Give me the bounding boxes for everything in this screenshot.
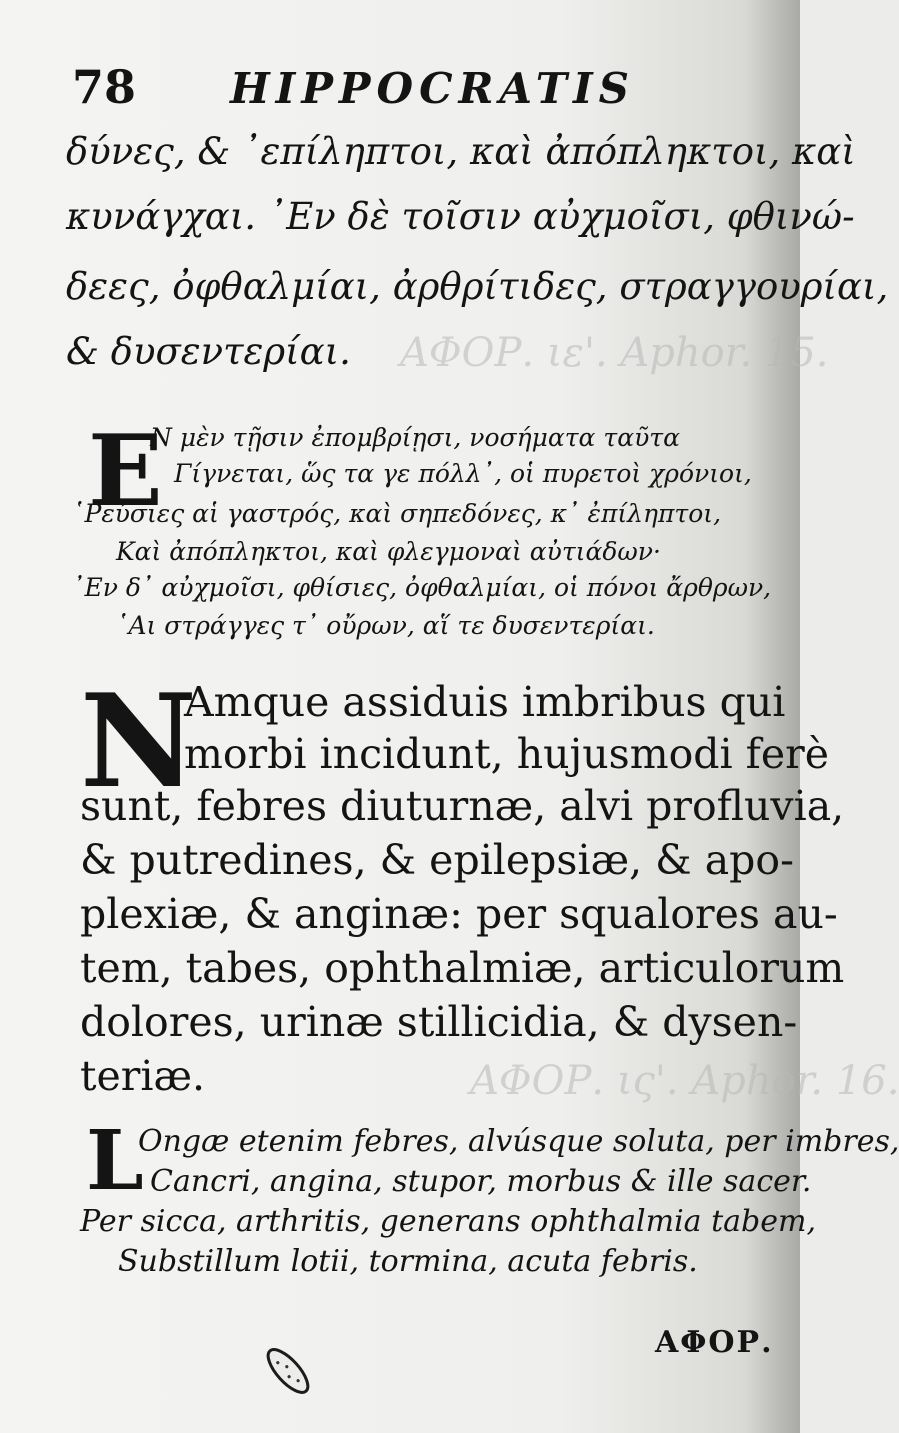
verse-line: Cancri, angina, stupor, morbus & ille sacer. <box>150 1164 812 1199</box>
show-through-heading-1: ΑΦΟΡ. ιε'. Aphor. 15. <box>400 330 829 376</box>
greek-verse <box>66 405 772 650</box>
greek-line: δεες, ὀφθαλμίαι, ἀρθρίτιδες, στραγγουρίαι, <box>66 265 889 308</box>
page-header <box>72 58 672 118</box>
greek-line: & δυσεντερίαι. <box>66 330 351 373</box>
verse-line: ᾿Εν δ᾿ αὐχμοῖσι, φθίσιες, ὀφθαλμίαι, οἱ πόνοι ἄρθρων, <box>72 573 772 602</box>
latin-line: plexiæ, & anginæ: per squalores au- <box>80 890 838 938</box>
latin-line: Amque assiduis imbribus qui <box>184 678 786 726</box>
greek-line: κυνάγχαι. ᾿Εν δὲ τοῖσιν αὐχμοῖσι, φθινώ- <box>66 195 855 238</box>
verse-line: Ongæ etenim febres, alvúsque soluta, per imbres, <box>138 1124 899 1159</box>
verse-line: Γίγνεται, ὥς τα γε πόλλ᾿, οἱ πυρετοὶ χρόνιοι, <box>174 459 752 488</box>
latin-line: teriæ. <box>80 1052 206 1100</box>
greek-line: δύνες, & ᾿επίληπτοι, καὶ ἀπόπληκτοι, καὶ <box>66 130 856 173</box>
verse-line: ῾Ρεύσιες αἱ γαστρός, καὶ σηπεδόνες, κ᾿ ἐπίληπτοι, <box>72 499 722 528</box>
ink-blot-ornament <box>258 1340 318 1402</box>
latin-verse <box>66 1113 899 1288</box>
verse-line: Ν μὲν τῇσιν ἐπομβρίῃσι, νοσήματα ταῦτα <box>150 423 680 452</box>
verse-line: ῾Αι στράγγες τ᾿ οὔρων, αἵ τε δυσεντερίαι. <box>116 611 655 640</box>
running-head: HIPPOCRATIS <box>230 64 635 113</box>
latin-line: morbi incidunt, hujusmodi ferè <box>184 730 829 778</box>
drop-cap: N <box>80 667 197 817</box>
latin-prose <box>66 667 845 1100</box>
verse-line: Καὶ ἀπόπληκτοι, καὶ φλεγμοναὶ αὐτιάδων· <box>116 537 661 566</box>
catchword: ΑΦΟΡ. <box>655 1325 774 1360</box>
page-number: 78 <box>72 60 137 114</box>
drop-cap: E <box>88 414 163 529</box>
latin-line: sunt, febres diuturnæ, alvi profluvia, <box>80 782 845 830</box>
show-through-heading-2: ΑΦΟΡ. ις'. Aphor. 16. <box>470 1058 899 1104</box>
verse-line: Substillum lotii, tormina, acuta febris. <box>118 1244 698 1279</box>
drop-cap: L <box>86 1113 144 1209</box>
verse-line: Per sicca, arthritis, generans ophthalmia tabem, <box>80 1204 816 1239</box>
latin-line: dolores, urinæ stillicidia, & dysen- <box>80 998 798 1046</box>
latin-line: tem, tabes, ophthalmiæ, articulorum <box>80 944 845 992</box>
latin-line: & putredines, & epilepsiæ, & apo- <box>80 836 794 884</box>
